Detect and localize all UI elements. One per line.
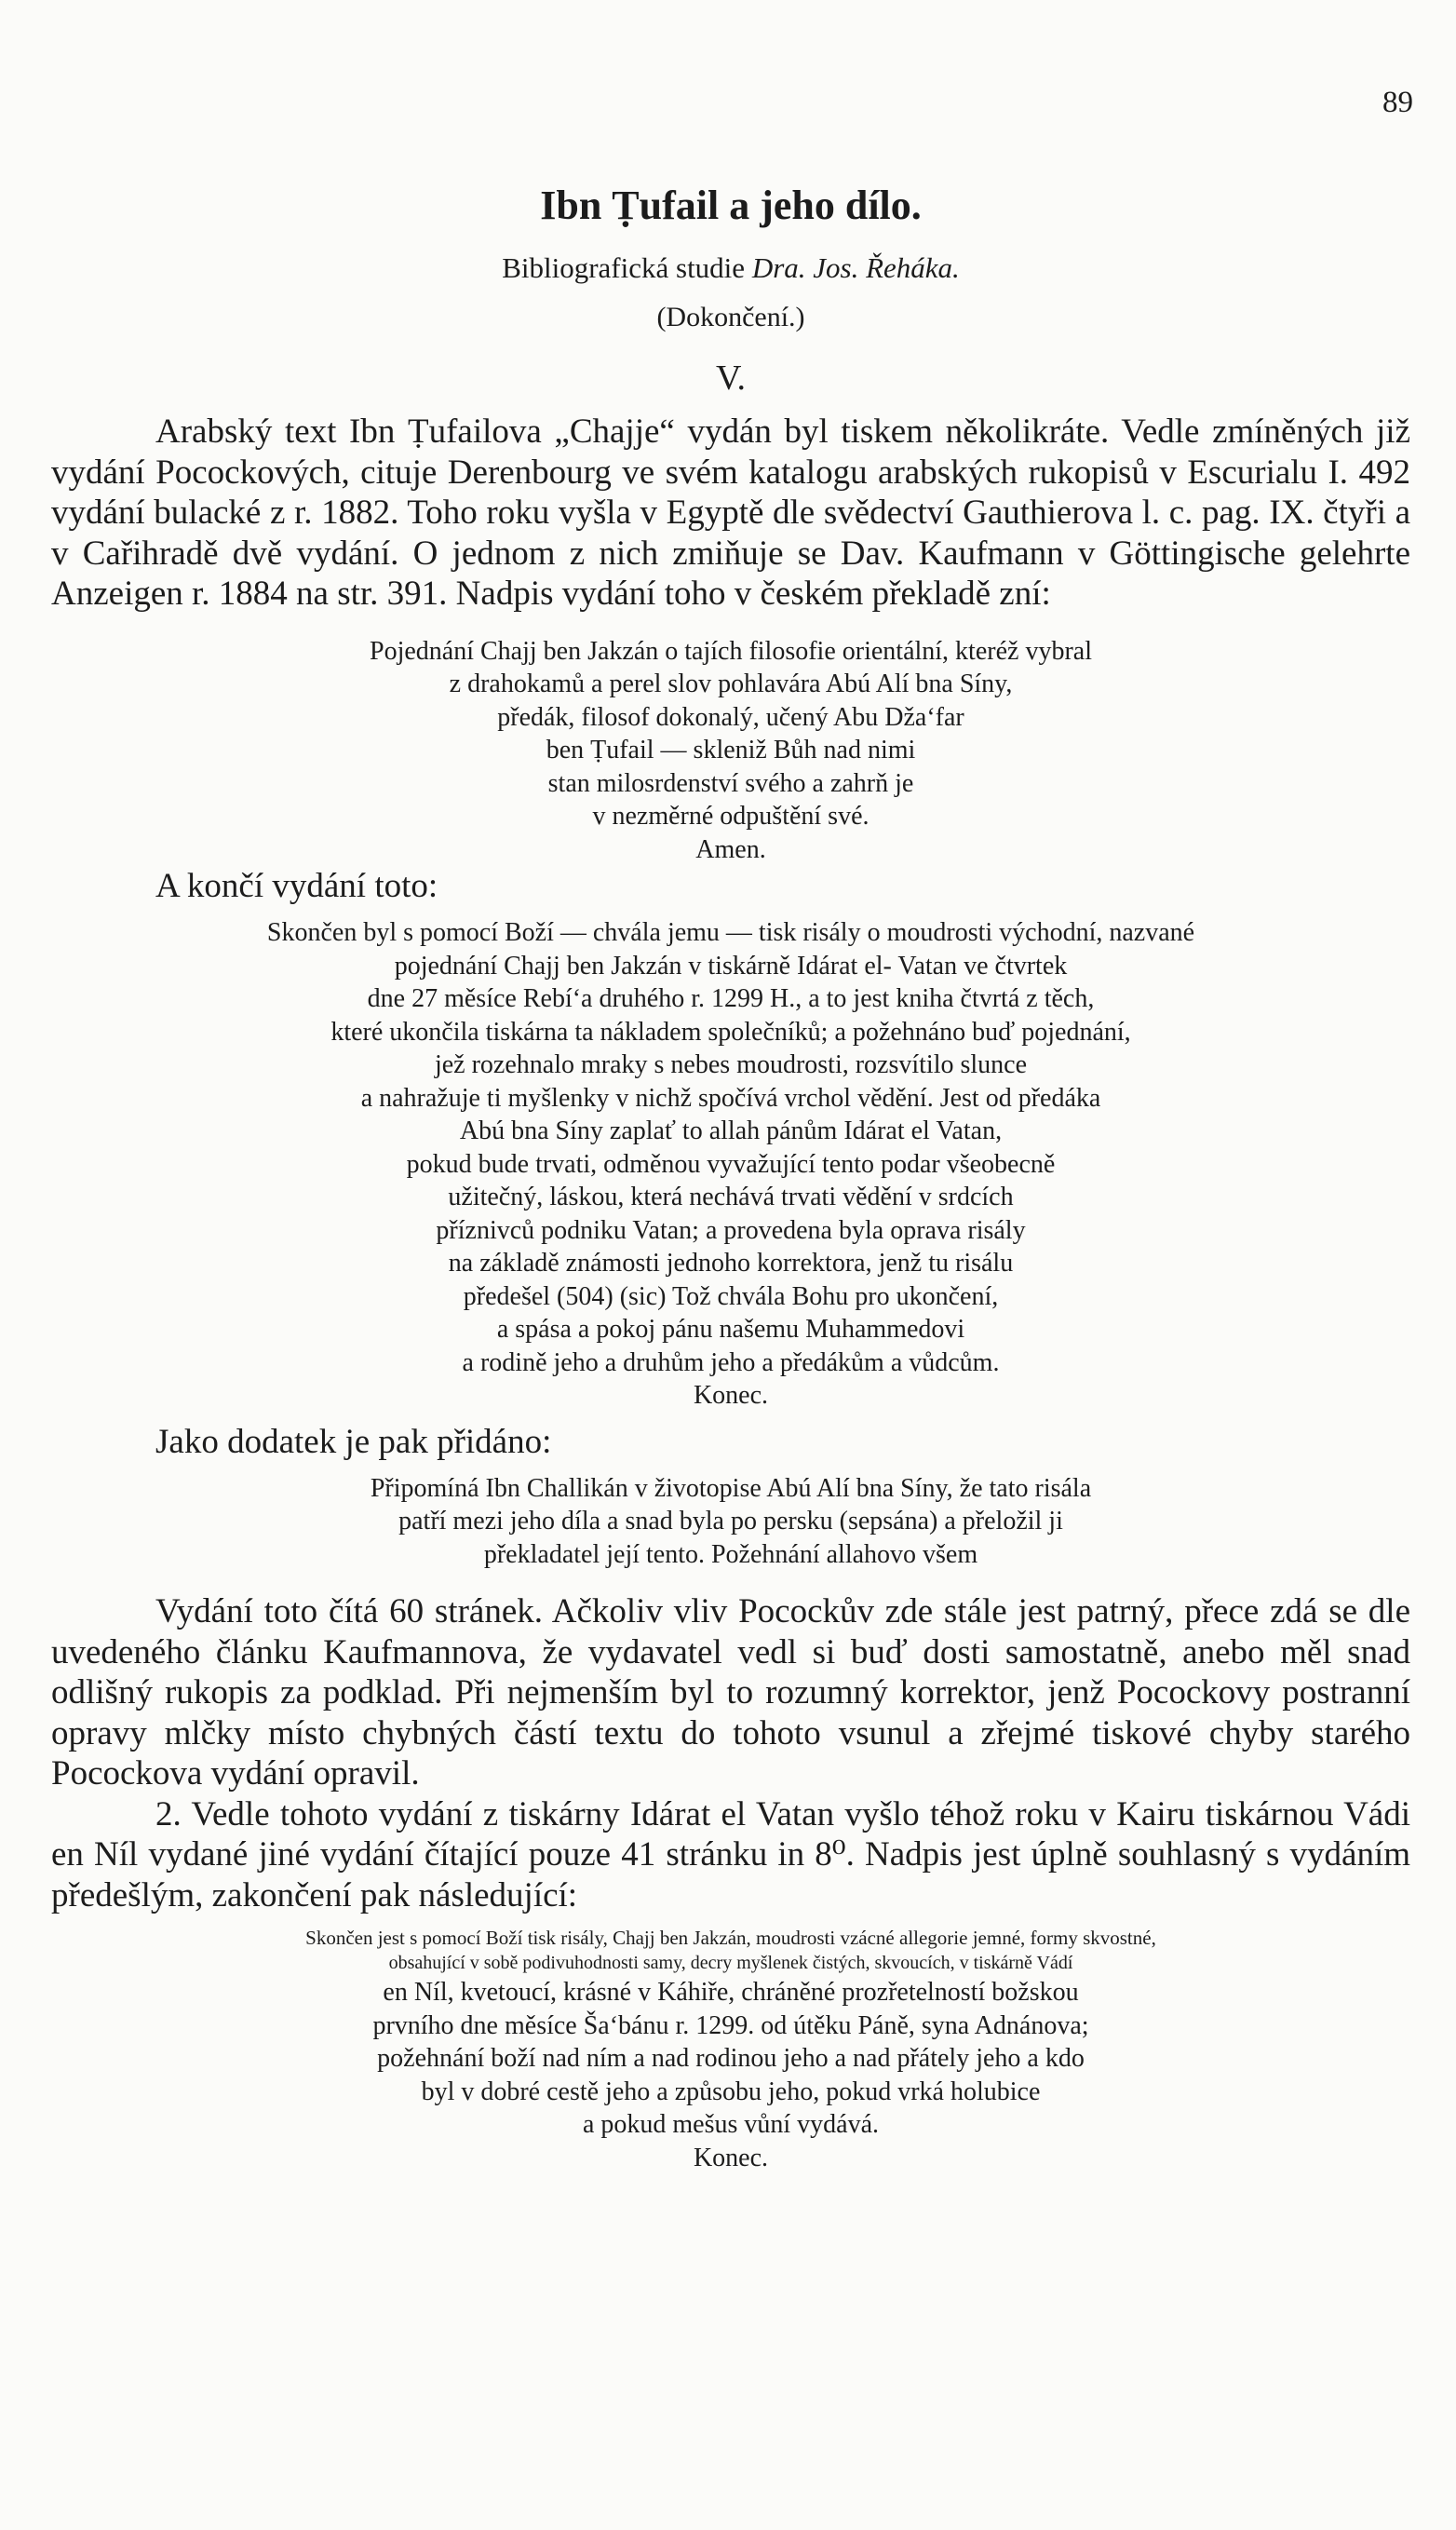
continuation-note: (Dokončení.) (656, 302, 805, 332)
article-subtitle (51, 251, 1410, 285)
quote-line: a rodině jeho a druhům jeho a předákům a vůdcům. (462, 1347, 1000, 1377)
quote-line: Konec. (693, 1381, 769, 1410)
subtitle-author: Dra. Jos. Řeháka. (751, 251, 960, 284)
quote-line: obsahující v sobě podivuhodnosti samy, decry myšlenek čistých, skvoucích, v tiskárně Vádí (388, 1953, 1073, 1973)
quote-line: Připomíná Ibn Challikán v životopise Abú Alí bna Síny, že tato risála (370, 1473, 1092, 1503)
quote-line: Abú bna Síny zaplať to allah pánům Idárat el Vatan, (459, 1116, 1003, 1145)
quote-line: a nahražuje ti myšlenky v nichž spočívá vrchol vědění. Jest od předáka (360, 1083, 1101, 1113)
paragraph-intro: Jako dodatek je pak přidáno: (155, 1422, 552, 1461)
quote-line: ben Ṭufail — skleniž Bůh nad nimi (546, 736, 916, 764)
quote-line: v nezměrné odpuštění své. (592, 802, 870, 831)
quote-line: předák, filosof dokonalý, učený Abu Dža‘far (497, 702, 964, 732)
quote-appendix (51, 1472, 1410, 1572)
quote-second-colophon (51, 1925, 1410, 2174)
quote-line: překladatel její tento. Požehnání allahovo všem (483, 1539, 978, 1569)
quote-line: dne 27 měsíce Rebí‘a druhého r. 1299 H., a to jest kniha čtvrtá z těch, (367, 984, 1095, 1013)
quote-line: pokud bude trvati, odměnou vyvažující tento podar všeobecně (406, 1149, 1056, 1179)
quote-title (51, 635, 1410, 867)
paragraph: Vydání toto čítá 60 stránek. Ačkoliv vliv Pocockův zde stále jest patrný, přece zdá se dle uvedeného článku Kaufmannova, že vydavatel vedl si buď dosti samostatně, anebo měl snad odlišný rukopis za podklad. Při nejmenším byl to rozumný korrektor, jenž Pocockovy postranní opravy mlčky místo chybných částí textu do tohoto vsunul a zřejmé tiskové chyby starého Pocockova vydání opravil. (51, 1592, 1410, 1793)
quote-line: Amen. (695, 834, 766, 864)
quote-line: en Níl, kvetoucí, krásné v Káhiře, chráněné prozřetelností božskou (383, 1978, 1079, 2007)
quote-line: stan milosrdenství svého a zahrň je (547, 768, 914, 798)
quote-line: užitečný, láskou, která nechává trvati vědění v srdcích (448, 1183, 1014, 1211)
quote-line: Skončen byl s pomocí Boží — chvála jemu — tisk risály o moudrosti východní, nazvané (266, 918, 1195, 947)
quote-line: Skončen jest s pomocí Boží tisk risály, Chajj ben Jakzán, moudrosti vzácné allegorie jemné, formy skvostné, (305, 1927, 1156, 1949)
quote-line: příznivců podniku Vatan; a provedena byla oprava risály (436, 1215, 1026, 1245)
quote-line: požehnání boží nad ním a nad rodinou jeho a nad přátely jeho a kdo (377, 2044, 1085, 2073)
page-number: 89 (1382, 86, 1413, 119)
quote-line: byl v dobré cestě jeho a způsobu jeho, pokud vrká holubice (421, 2077, 1041, 2106)
quote-colophon (51, 916, 1410, 1413)
paragraph: Arabský text Ibn Ṭufailova „Chajje“ vydán byl tiskem několikráte. Vedle zmíněných již vydání Pocockových, cituje Derenbourg ve svém katalogu arabských rukopisů v Escurialu I. 492 vydání bulacké z r. 1882. Toho roku vyšla v Egyptě dle svědectví Gauthierova l. c. pag. IX. čtyři a v Cařihradě dvě vydání. O jednom z nich zmiňuje se Dav. Kaufmann v Göttingische gelehrte Anzeigen r. 1884 na str. 391. Nadpis vydání toho v českém překladě zní: (51, 413, 1410, 613)
quote-line: a pokud mešus vůní vydává. (582, 2110, 880, 2139)
text-column (51, 182, 1410, 2174)
subtitle-prefix: Bibliografická studie (502, 251, 746, 284)
article-title: Ibn Ṭufail a jeho dílo. (540, 183, 922, 228)
section-number: V. (715, 359, 747, 398)
quote-line: pojednání Chajj ben Jakzán v tiskárně Idárat el- Vatan ve čtvrtek (394, 951, 1068, 981)
paragraph: 2. Vedle tohoto vydání z tiskárny Idárat el Vatan vyšlo téhož roku v Kairu tiskárnou Vádi en Níl vydané jiné vydání čítající pouze 41 stránku in 8⁰. Nadpis jest úplně souhlasný s vydáním předešlým, zakončení pak následující: (51, 1794, 1410, 1914)
quote-line: na základě známosti jednoho korrektora, jenž tu risálu (448, 1249, 1014, 1278)
quote-line: Pojednání Chajj ben Jakzán o tajích filosofie orientální, kteréž vybral (370, 636, 1092, 666)
body-text (51, 412, 1410, 2174)
quote-line: které ukončila tiskárna ta nákladem společníků; a požehnáno buď pojednání, (330, 1017, 1131, 1047)
quote-line: z drahokamů a perel slov pohlavára Abú Alí bna Síny, (449, 670, 1013, 698)
quote-line: a spása a pokoj pánu našemu Muhammedovi (496, 1315, 965, 1344)
quote-line: patří mezi jeho díla a snad byla po persku (sepsána) a přeložil ji (398, 1507, 1063, 1536)
quote-line: jež rozehnalo mraky s nebes moudrosti, rozsvítilo slunce (434, 1050, 1028, 1079)
quote-line: předešel (504) (sic) Tož chvála Bohu pro ukončení, (463, 1281, 999, 1311)
quote-line: Konec. (693, 2143, 769, 2172)
quote-line: prvního dne měsíce Ša‘bánu r. 1299. od útěku Páně, syna Adnánova; (372, 2010, 1089, 2040)
paragraph-intro: A končí vydání toto: (155, 867, 438, 905)
